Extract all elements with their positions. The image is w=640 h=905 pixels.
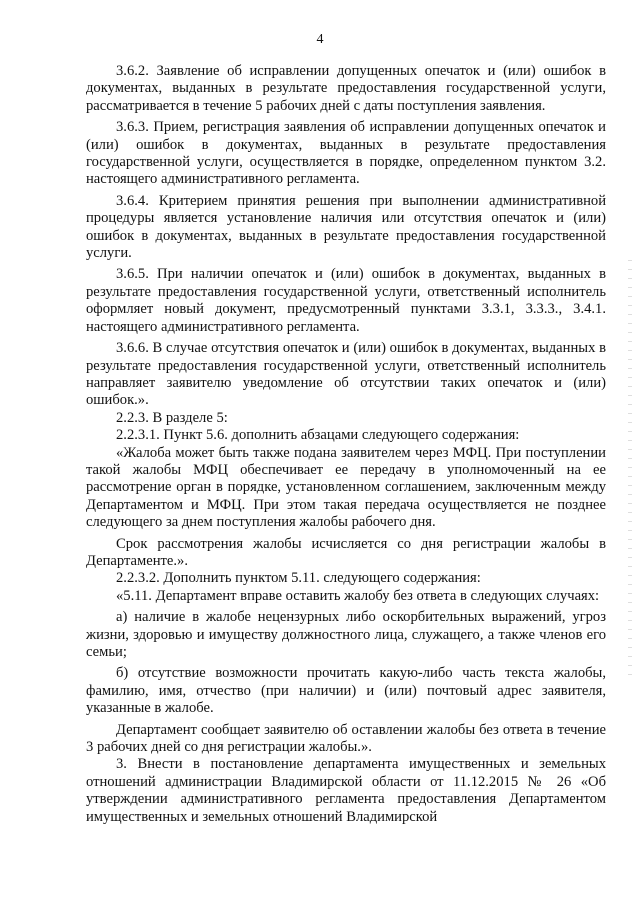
paragraph-case-a: а) наличие в жалобе нецензурных либо оскорбительных выражений, угроз жизни, здоровью и имуществу должностного лица, служащего, а также членов его семьи; (86, 609, 606, 660)
paragraph-3-6-2: 3.6.2. Заявление об исправлении допущенных опечаток и (или) ошибок в документах, выданных в результате предоставления государственной услуги, рассматривается в течение 5 рабочих дней с даты поступления заявления. (86, 63, 606, 114)
paragraph-notice: Департамент сообщает заявителю об оставлении жалобы без ответа в течение 3 рабочих дней со дня регистрации жалобы.». (86, 721, 606, 756)
paragraph-5-11: «5.11. Департамент вправе оставить жалобу без ответа в следующих случаях: (116, 587, 600, 604)
paragraph-2-2-3-2: 2.2.3.2. Дополнить пунктом 5.11. следующего содержания: (116, 570, 481, 587)
paragraph-3-6-6: 3.6.6. В случае отсутствия опечаток и (или) ошибок в документах, выданных в результате предоставления государственной услуги, ответственный исполнитель направляет заявителю уведомление об отсутствии таких опечаток и (или) ошибок.». (86, 340, 606, 409)
page-number: 4 (316, 32, 324, 47)
paragraph-complaint-term: Срок рассмотрения жалобы исчисляется со дня регистрации жалобы в Департаменте.». (86, 535, 606, 569)
paragraph-3-6-4: 3.6.4. Критерием принятия решения при выполнении административной процедуры является установление наличия или отсутствия опечаток и (или) ошибок в документах, выданных в результате предоставления государственной услуги. (86, 192, 606, 262)
document-body (86, 63, 606, 826)
paragraph-complaint-mfc: «Жалоба может быть также подана заявителем через МФЦ. При поступлении такой жалобы МФЦ обеспечивает ее передачу в уполномоченный на ее рассмотрение орган в порядке, установленном соглашением, заключенным между Департаментом и МФЦ. При этом такая передача осуществляется не позднее следующего за днем поступления жалобы рабочего дня. (86, 444, 606, 531)
paragraph-2-2-3-1: 2.2.3.1. Пункт 5.6. дополнить абзацами следующего содержания: (116, 427, 520, 444)
paragraph-3-6-5: 3.6.5. При наличии опечаток и (или) ошибок в документах, выданных в результате предоставления государственной услуги, ответственный исполнитель оформляет новый документ, предусмотренный пунктами 3.3.1, 3.3.3., 3.4.1. настоящего административного регламента. (86, 266, 606, 335)
paragraph-3-6-3: 3.6.3. Прием, регистрация заявления об исправлении допущенных опечаток и (или) ошибок в документах, выданных в результате предоставления государственной услуги, осуществляется в порядке, определенном пунктом 3.2. настоящего административного регламента. (86, 119, 606, 188)
paragraph-case-b: б) отсутствие возможности прочитать какую-либо часть текста жалобы, фамилию, имя, отчество (при наличии) и (или) почтовый адрес заявителя, указанные в жалобе. (86, 665, 606, 717)
paragraph-2-2-3: 2.2.3. В разделе 5: (116, 409, 228, 426)
scan-edge-marks (628, 260, 632, 680)
paragraph-3: 3. Внести в постановление департамента имущественных и земельных отношений администрации Владимирской области от 11.12.2015 № 26 «Об утверждении административного регламента предоставления Департаментом имущественных и земельных отношений Владимирской (86, 756, 606, 825)
